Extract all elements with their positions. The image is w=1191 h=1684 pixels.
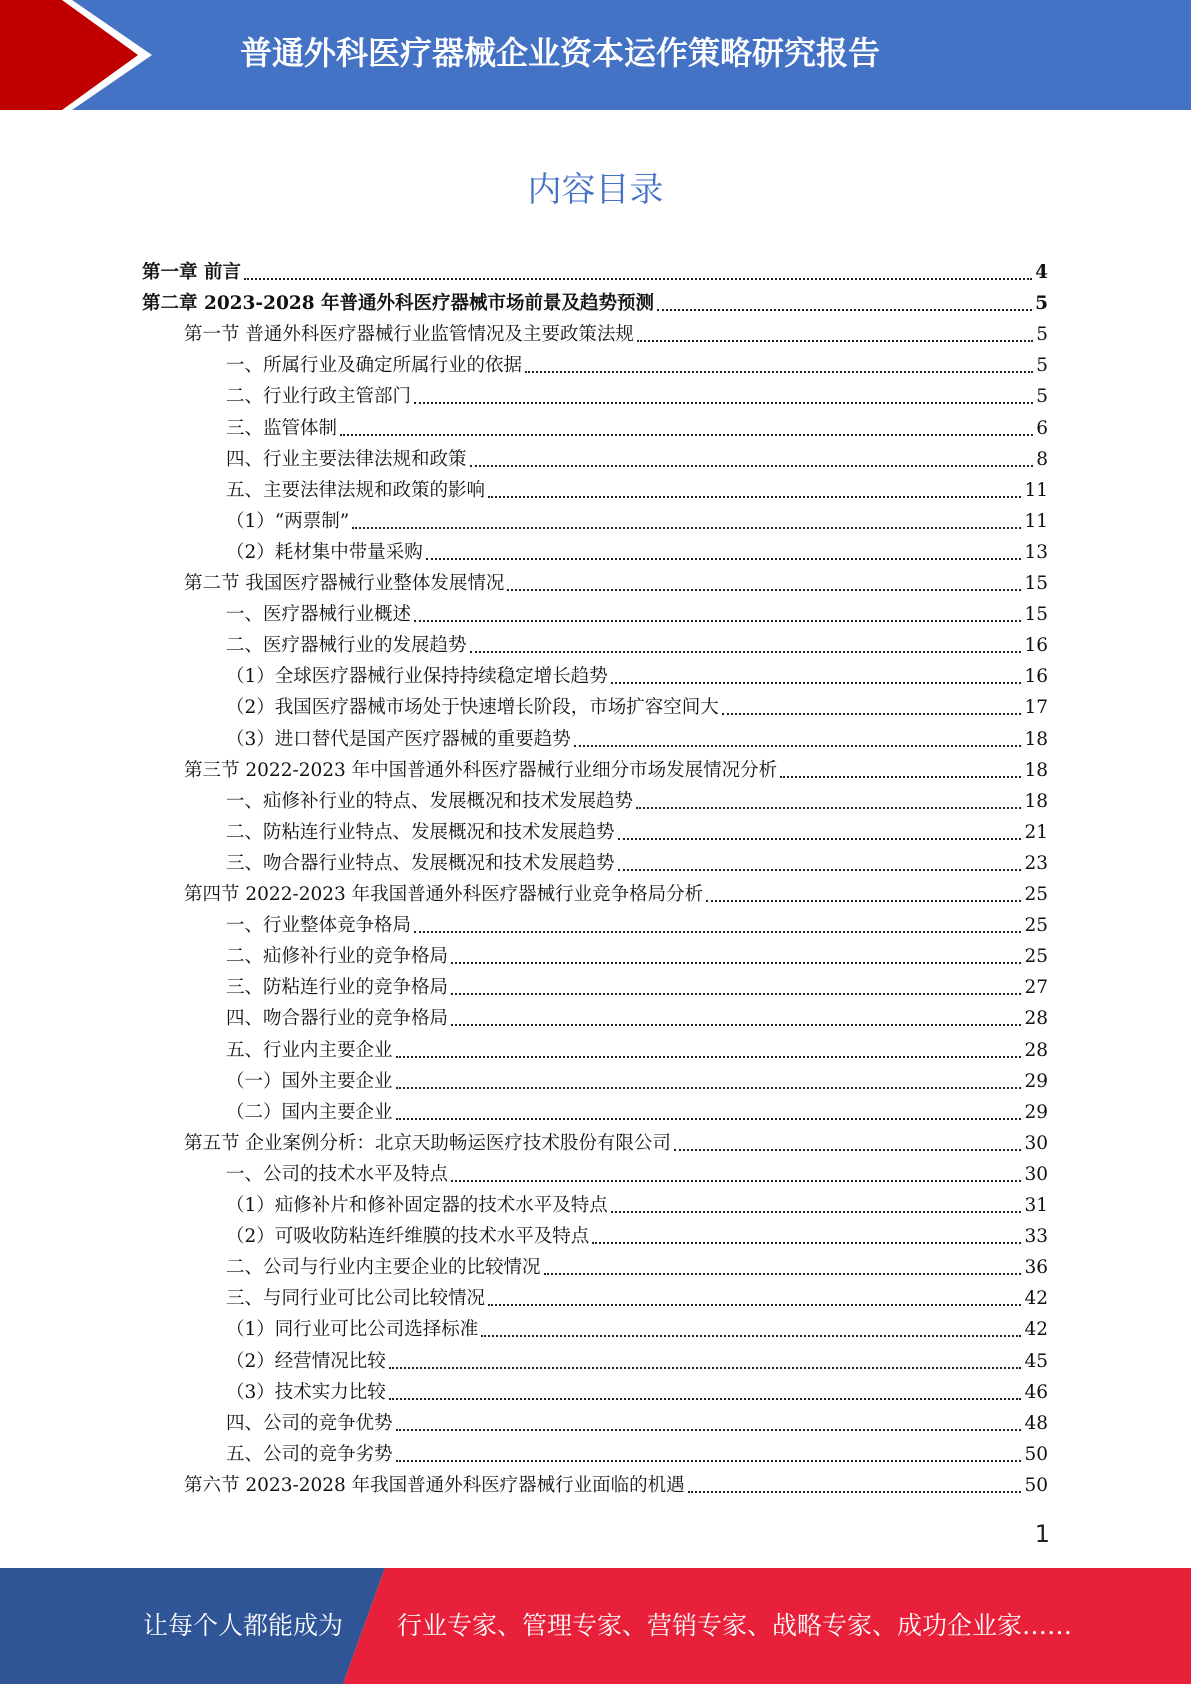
report-title: 普通外科医疗器械企业资本运作策略研究报告: [240, 34, 881, 72]
toc-dot-leader: [396, 1428, 1022, 1431]
toc-entry[interactable]: [226, 658, 1048, 689]
toc-entry[interactable]: [226, 627, 1048, 658]
toc-entry-label: （2）可吸收防粘连纤维膜的技术水平及特点: [226, 1226, 590, 1248]
toc-dot-leader: [389, 1366, 1022, 1369]
toc-entry-label: 二、医疗器械行业的发展趋势: [226, 635, 467, 657]
toc-entry-page: 42: [1024, 1319, 1048, 1341]
toc-entry-page: 16: [1024, 666, 1048, 688]
toc-dot-leader: [451, 1179, 1021, 1182]
toc-entry[interactable]: [184, 876, 1048, 907]
toc-entry[interactable]: [226, 689, 1048, 720]
toc-entry-page: 13: [1024, 541, 1048, 563]
toc-entry[interactable]: [226, 938, 1048, 969]
toc-entry[interactable]: [184, 1125, 1048, 1156]
toc-heading: 内容目录: [527, 170, 664, 210]
toc-entry-page: 33: [1024, 1226, 1048, 1248]
toc-entry[interactable]: [226, 814, 1048, 845]
toc-entry-page: 5: [1036, 355, 1048, 377]
toc-dot-leader: [396, 1086, 1022, 1089]
toc-entry[interactable]: [184, 752, 1048, 783]
toc-entry-page: 6: [1036, 417, 1048, 439]
toc-dot-leader: [389, 1397, 1022, 1400]
toc-dot-leader: [507, 588, 1021, 591]
toc-dot-leader: [706, 899, 1021, 902]
toc-entry[interactable]: [226, 1280, 1048, 1311]
toc-entry-page: 15: [1024, 604, 1048, 626]
toc-entry-label: 第三节 2022-2023 年中国普通外科医疗器械行业细分市场发展情况分析: [184, 759, 778, 781]
toc-entry-label: 四、行业主要法律法规和政策: [226, 448, 467, 470]
toc-entry-page: 16: [1024, 635, 1048, 657]
toc-dot-leader: [618, 868, 1022, 871]
toc-dot-leader: [574, 744, 1022, 747]
toc-entry[interactable]: [226, 1032, 1048, 1063]
toc-entry-page: 5: [1035, 293, 1048, 315]
toc-entry-label: 五、公司的竞争劣势: [226, 1443, 393, 1465]
toc-dot-leader: [488, 495, 1021, 498]
toc-dot-leader: [611, 1210, 1022, 1213]
toc-entry-page: 11: [1024, 510, 1048, 532]
toc-entry-page: 45: [1024, 1350, 1048, 1372]
toc-entry[interactable]: [226, 378, 1048, 409]
chevron-decoration: [0, 0, 160, 110]
toc-entry[interactable]: [184, 316, 1048, 347]
toc-dot-leader: [674, 1148, 1022, 1151]
toc-entry-label: 一、公司的技术水平及特点: [226, 1163, 449, 1185]
toc-entry[interactable]: [226, 1374, 1048, 1405]
toc-entry[interactable]: [226, 1311, 1048, 1342]
toc-entry-page: 50: [1024, 1474, 1048, 1496]
toc-entry-page: 27: [1024, 977, 1048, 999]
toc-dot-leader: [780, 775, 1021, 778]
toc-entry-label: 一、医疗器械行业概述: [226, 604, 412, 626]
toc-entry-label: 第四节 2022-2023 年我国普通外科医疗器械行业竞争格局分析: [184, 884, 704, 905]
toc-dot-leader: [244, 277, 1032, 280]
toc-entry[interactable]: [226, 596, 1048, 627]
toc-entry-page: 18: [1024, 759, 1048, 781]
toc-dot-leader: [544, 1272, 1022, 1275]
footer-slogan-left: 让每个人都能成为: [143, 1611, 344, 1640]
toc-dot-leader: [722, 712, 1022, 715]
toc-entry[interactable]: [142, 254, 1048, 285]
toc-entry-label: 二、公司与行业内主要企业的比较情况: [226, 1257, 541, 1279]
toc-entry-page: 25: [1024, 915, 1048, 937]
toc-dot-leader: [414, 930, 1021, 933]
toc-dot-leader: [426, 557, 1022, 560]
toc-dot-leader: [451, 992, 1021, 995]
toc-entry[interactable]: [226, 1436, 1048, 1467]
toc-entry-page: 48: [1024, 1412, 1048, 1434]
toc-entry-label: 三、防粘连行业的竞争格局: [226, 977, 449, 999]
page-number: 1: [1034, 1520, 1050, 1548]
toc-entry-page: 17: [1024, 697, 1048, 719]
toc-entry-page: 25: [1024, 946, 1048, 968]
toc-entry-page: 29: [1024, 1101, 1048, 1123]
toc-entry-label: 第二章 2023-2028 年普通外科医疗器械市场前景及趋势预测: [142, 293, 655, 315]
toc-dot-leader: [525, 370, 1033, 373]
toc-entry[interactable]: [184, 1467, 1048, 1498]
toc-entry-label: 一、所属行业及确定所属行业的依据: [226, 355, 523, 377]
toc-dot-leader: [352, 526, 1021, 529]
toc-entry-label: 三、监管体制: [226, 417, 338, 439]
toc-entry-label: （2）经营情况比较: [226, 1350, 386, 1372]
toc-dot-leader: [451, 1023, 1021, 1026]
toc-entry[interactable]: [226, 1000, 1048, 1031]
toc-entry[interactable]: [226, 1218, 1048, 1249]
toc-entry-page: 50: [1024, 1443, 1048, 1465]
toc-dot-leader: [688, 1490, 1022, 1493]
toc-entry-label: （1）疝修补片和修补固定器的技术水平及特点: [226, 1195, 608, 1216]
toc-entry-label: 第二节 我国医疗器械行业整体发展情况: [184, 573, 505, 594]
toc-entry-page: 23: [1024, 852, 1048, 874]
toc-dot-leader: [396, 1055, 1022, 1058]
toc-entry-page: 25: [1024, 884, 1048, 905]
toc-entry[interactable]: [226, 1405, 1048, 1436]
toc-entry[interactable]: [226, 441, 1048, 472]
toc-entry-label: （1）同行业可比公司选择标准: [226, 1319, 479, 1341]
toc-entry-label: 三、与同行业可比公司比较情况: [226, 1288, 486, 1310]
toc-entry[interactable]: [226, 347, 1048, 378]
toc-entry-label: （1）“两票制”: [226, 510, 350, 532]
toc-entry-label: 四、公司的竞争优势: [226, 1412, 393, 1434]
toc-entry[interactable]: [226, 410, 1048, 441]
toc-entry-page: 31: [1024, 1195, 1048, 1216]
toc-entry[interactable]: [226, 503, 1048, 534]
report-header: [0, 0, 1191, 110]
toc-entry[interactable]: [226, 1063, 1048, 1094]
toc-dot-leader: [396, 1459, 1022, 1462]
toc-entry[interactable]: [142, 285, 1048, 316]
toc-entry-label: 第六节 2023-2028 年我国普通外科医疗器械行业面临的机遇: [184, 1474, 685, 1496]
toc-entry-page: 4: [1035, 262, 1048, 283]
toc-dot-leader: [340, 433, 1033, 436]
toc-entry-label: 二、行业行政主管部门: [226, 386, 412, 408]
toc-entry[interactable]: [226, 1094, 1048, 1125]
toc-entry-page: 28: [1024, 1008, 1048, 1030]
toc-entry[interactable]: [226, 721, 1048, 752]
toc-entry-page: 21: [1024, 821, 1048, 843]
toc-entry[interactable]: [226, 472, 1048, 503]
toc-entry[interactable]: [226, 1156, 1048, 1187]
toc-entry-label: （2）耗材集中带量采购: [226, 541, 423, 563]
toc-entry[interactable]: [184, 565, 1048, 596]
toc-entry-label: （一）国外主要企业: [226, 1070, 393, 1092]
toc-entry-label: 五、主要法律法规和政策的影响: [226, 479, 486, 501]
footer-banner: [0, 1568, 1191, 1684]
toc-entry-page: 11: [1024, 479, 1048, 501]
toc-entry-label: 一、行业整体竞争格局: [226, 915, 412, 937]
toc-entry-page: 42: [1024, 1288, 1048, 1310]
toc-dot-leader: [414, 401, 1033, 404]
toc-entry-page: 30: [1024, 1132, 1048, 1154]
toc-entry[interactable]: [226, 783, 1048, 814]
toc-entry-label: 四、吻合器行业的竞争格局: [226, 1008, 449, 1030]
toc-entry-label: 二、防粘连行业特点、发展概况和技术发展趋势: [226, 821, 615, 843]
toc-entry-label: （3）进口替代是国产医疗器械的重要趋势: [226, 728, 571, 750]
toc-entry-page: 46: [1024, 1381, 1048, 1403]
toc-entry-label: 三、吻合器行业特点、发展概况和技术发展趋势: [226, 852, 615, 874]
toc-entry[interactable]: [226, 1343, 1048, 1374]
toc-entry-page: 8: [1036, 448, 1048, 470]
toc-entry-label: （2）我国医疗器械市场处于快速增长阶段，市场扩容空间大: [226, 697, 719, 719]
toc-entry-label: 二、疝修补行业的竞争格局: [226, 946, 449, 968]
toc-dot-leader: [592, 1241, 1021, 1244]
toc-entry-page: 18: [1024, 790, 1048, 812]
toc-dot-leader: [451, 961, 1021, 964]
toc-dot-leader: [636, 806, 1021, 809]
toc-entry-label: 五、行业内主要企业: [226, 1039, 393, 1061]
toc-dot-leader: [481, 1334, 1021, 1337]
toc-entry[interactable]: [226, 969, 1048, 1000]
toc-dot-leader: [396, 1117, 1022, 1120]
toc-dot-leader: [488, 1303, 1021, 1306]
toc-dot-leader: [618, 837, 1022, 840]
toc-entry-label: 第五节 企业案例分析：北京天助畅运医疗技术股份有限公司: [184, 1132, 671, 1154]
toc-entry[interactable]: [226, 534, 1048, 565]
toc-entry-label: （3）技术实力比较: [226, 1381, 386, 1403]
toc-dot-leader: [637, 339, 1033, 342]
toc-entry[interactable]: [226, 845, 1048, 876]
toc-dot-leader: [470, 650, 1022, 653]
toc-entry-page: 36: [1024, 1257, 1048, 1279]
footer-slogan-right: 行业专家、管理专家、营销专家、战略专家、成功企业家……: [397, 1611, 1073, 1640]
toc-dot-leader: [611, 681, 1022, 684]
toc-dot-leader: [470, 464, 1034, 467]
toc-entry[interactable]: [226, 1187, 1048, 1218]
toc-entry-page: 30: [1024, 1163, 1048, 1185]
toc-entry-label: （二）国内主要企业: [226, 1101, 393, 1123]
toc-entry-page: 18: [1024, 728, 1048, 750]
toc-entry-page: 15: [1024, 573, 1048, 594]
toc-entry[interactable]: [226, 907, 1048, 938]
toc-entry-label: （1）全球医疗器械行业保持持续稳定增长趋势: [226, 666, 608, 688]
toc-entry-page: 28: [1024, 1039, 1048, 1061]
toc-entry-page: 5: [1036, 324, 1048, 346]
toc-dot-leader: [414, 619, 1021, 622]
toc-entry[interactable]: [226, 1249, 1048, 1280]
toc-entry-page: 29: [1024, 1070, 1048, 1092]
toc-dot-leader: [657, 308, 1032, 311]
toc-entry-label: 一、疝修补行业的特点、发展概况和技术发展趋势: [226, 790, 634, 812]
toc-entry-label: 第一章 前言: [142, 262, 241, 283]
toc-entry-label: 第一节 普通外科医疗器械行业监管情况及主要政策法规: [184, 324, 634, 346]
toc-entry-page: 5: [1036, 386, 1048, 408]
